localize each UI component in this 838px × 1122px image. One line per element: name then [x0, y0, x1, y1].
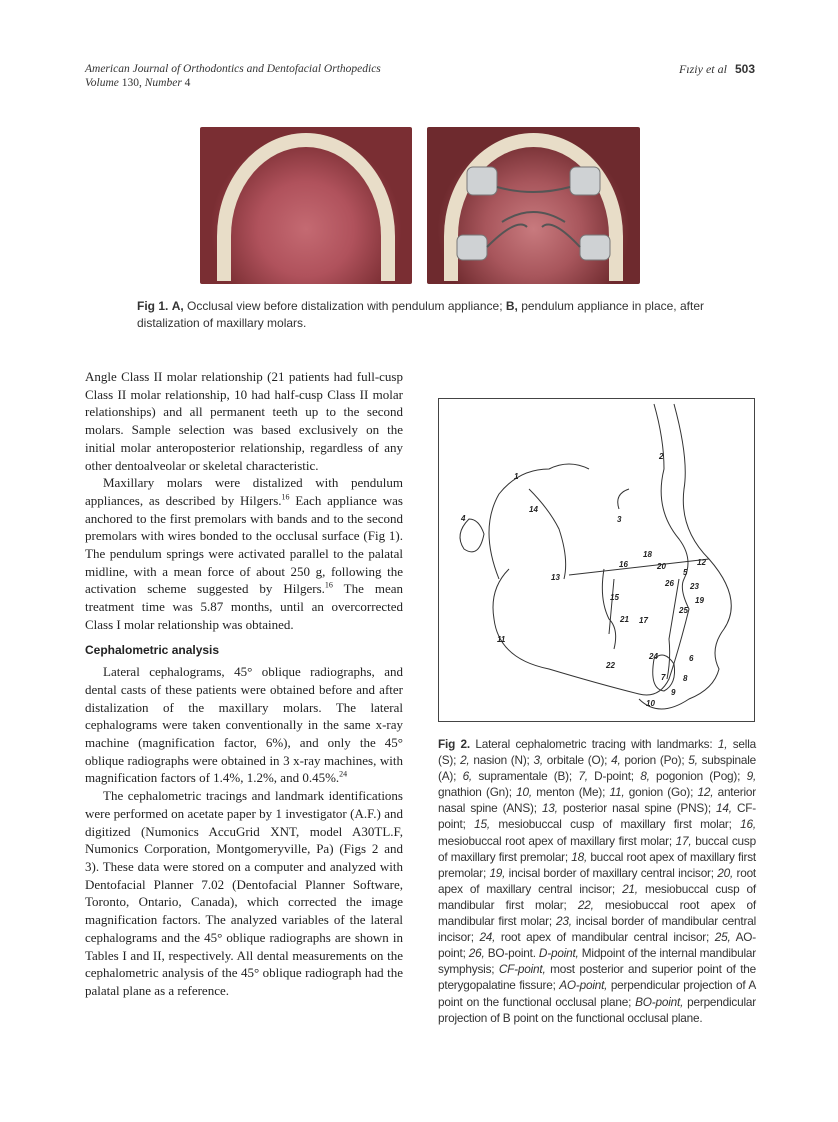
landmark-label-17: 17	[639, 616, 648, 625]
landmark-label-12: 12	[697, 558, 706, 567]
paragraph	[85, 663, 403, 787]
fig1-a: A,	[171, 299, 184, 313]
landmark-description: nasion (N);	[469, 753, 534, 768]
number: 4	[184, 77, 191, 89]
fig2-intro: Lateral cephalometric tracing with landmarks:	[469, 737, 718, 751]
landmark-label-9: 9	[671, 688, 676, 697]
fig2-label: Fig 2.	[438, 737, 470, 751]
landmark-description: subspinale (A);	[438, 753, 757, 784]
landmark-description: perpendicular projection of B point on the functional occlusal plane.	[438, 994, 756, 1025]
landmark-label-10: 10	[646, 699, 655, 708]
landmark-term: 12,	[697, 785, 714, 800]
tracing-svg	[439, 399, 754, 721]
landmark-label-5: 5	[683, 568, 688, 577]
landmark-term: 17,	[675, 833, 692, 848]
landmark-term: 7,	[578, 769, 588, 784]
landmark-term: 16,	[740, 817, 756, 832]
paragraph: The cephalometric tracings and landmark identifications were performed on acetate paper by 1 investigator (A.F.) and digitized (Numonics AccuGrid XNT, model A30TL.F, Numonics Corporation, Montgomeryville, Pa) (Figs 2 and 3). These data were stored on a computer and analyzed with Dentofacial Planner 7.02 (Dentofacial Planner Software, Toronto, Ontario, Canada), which corrected the image magnification factors. The analyzed variables of the lateral cephalograms and the 45° oblique radiographs are shown in Tables I and II, respectively. All dental measurements on the cephalometric analysis of the 45° oblique radiograph had the palatal plane as a reference.	[85, 788, 403, 998]
landmark-description: BO-point.	[484, 946, 539, 961]
landmark-term: CF-point,	[498, 962, 546, 977]
paragraph	[85, 474, 403, 633]
landmark-label-22: 22	[606, 661, 615, 670]
landmark-term: 8,	[640, 769, 650, 784]
landmark-label-19: 19	[695, 596, 704, 605]
landmark-description: anterior nasal spine (ANS);	[438, 785, 756, 816]
landmark-term: 14,	[716, 801, 732, 816]
landmark-term: 25,	[714, 930, 731, 945]
landmark-label-15: 15	[610, 593, 619, 602]
landmark-label-20: 20	[657, 562, 666, 571]
landmark-description: pogonion (Pog);	[649, 769, 747, 784]
landmark-term: 24,	[479, 930, 496, 945]
landmark-term: 18,	[571, 849, 588, 864]
landmark-term: 21,	[622, 881, 638, 896]
landmark-description: buccal root apex of maxillary first premolar;	[438, 849, 757, 880]
landmark-label-4: 4	[461, 514, 466, 523]
landmark-term: 19,	[489, 865, 506, 880]
pendulum-appliance	[427, 127, 640, 284]
landmark-term: 26,	[468, 946, 485, 961]
header-right	[679, 62, 755, 77]
landmark-description: mesiobuccal root apex of maxillary first molar;	[438, 833, 676, 848]
landmark-description: porion (Po);	[620, 753, 689, 768]
landmark-description: gnathion (Gn);	[438, 785, 517, 800]
landmark-label-6: 6	[689, 654, 694, 663]
landmark-description: buccal cusp of maxillary first premolar;	[438, 833, 756, 864]
landmark-term: 10,	[516, 785, 532, 800]
landmark-description: incisal border of mandibular central incisor;	[438, 914, 756, 945]
landmark-description: posterior nasal spine (PNS);	[557, 801, 717, 816]
landmark-label-24: 24	[649, 652, 658, 661]
landmark-label-2: 2	[659, 452, 664, 461]
landmark-label-1: 1	[514, 472, 519, 481]
landmark-description: sella (S);	[438, 737, 756, 768]
fig1-b: B,	[505, 299, 518, 313]
landmark-label-23: 23	[690, 582, 699, 591]
text: Lateral cephalograms, 45° oblique radiographs, and dental casts of these patients were obtained before and after distalization of the maxillary molars. The lateral cephalograms were taken conventionally in the same x-ray machine (magnification factor, 6%), and only the 45° oblique radiographs were obtained in 3 x-ray machines, with magnification factors of 1.4%, 1.2%, and 0.45%.	[85, 664, 403, 786]
fig1-a-text: Occlusal view before distalization with pendulum appliance;	[183, 299, 506, 313]
landmark-term: 6,	[462, 769, 473, 784]
landmark-term: 20,	[717, 865, 734, 880]
skull-outline	[493, 404, 689, 695]
fig1-caption	[137, 298, 717, 332]
landmark-label-16: 16	[619, 560, 628, 569]
landmark-description: mesiobuccal cusp of maxillary first molar;	[489, 817, 741, 832]
landmark-description: Midpoint of the internal mandibular symphysis;	[438, 946, 756, 977]
landmark-description: root apex of maxillary central incisor;	[438, 865, 757, 896]
landmark-label-3: 3	[617, 515, 622, 524]
landmark-label-21: 21	[620, 615, 629, 624]
landmark-label-8: 8	[683, 674, 688, 683]
landmark-description: orbitale (O);	[542, 753, 612, 768]
landmark-description: CF-point;	[438, 801, 756, 832]
landmark-label-14: 14	[529, 505, 538, 514]
ref: 24	[339, 770, 348, 780]
landmark-label-18: 18	[643, 550, 652, 559]
fig2-cephalometric-tracing	[438, 398, 755, 722]
landmark-description: D-point;	[587, 769, 641, 784]
landmark-description: menton (Me);	[531, 785, 610, 800]
paragraph: Angle Class II molar relationship (21 patients had full-cusp Class II molar relationship, 10 had half-cusp Class II molar relationships) and all permanent teeth up to the second molars. Sample selection was based exclusively on the initial molar anteroposterior relationship, regardless of any other dentoalveolar or skeletal characteristic.	[85, 369, 403, 473]
landmark-description: gonion (Go);	[624, 785, 698, 800]
landmark-term: 9,	[746, 769, 757, 784]
page-number: 503	[734, 62, 755, 76]
landmark-description: root apex of mandibular central incisor;	[495, 930, 715, 945]
ref: 16	[324, 581, 333, 591]
landmark-description: mesiobuccal root apex of mandibular first molar;	[438, 897, 756, 929]
landmark-term: 23,	[556, 914, 572, 929]
landmark-term: 5,	[688, 753, 698, 768]
landmark-term: 11,	[609, 785, 625, 800]
landmark-term: 22,	[577, 897, 594, 912]
fig1-label: Fig 1.	[137, 299, 169, 313]
fig2-caption	[438, 736, 756, 1026]
landmark-label-25: 25	[679, 606, 688, 615]
landmark-term: AO-point,	[559, 978, 608, 993]
volume-info	[85, 76, 381, 90]
landmark-term: BO-point,	[635, 994, 684, 1009]
landmark-label-26: 26	[665, 579, 674, 588]
text: The mean treatment time was 5.87 months, until an overcorrected Class I molar relationship was obtained.	[85, 581, 403, 632]
text: Maxillary molars were distalized with pendulum appliances, as described by Hilgers.	[85, 475, 403, 508]
fig1-b-text: pendulum appliance in place, after distalization of maxillary molars.	[137, 299, 704, 330]
fig1-photo-b	[427, 127, 640, 284]
landmark-term: 15,	[474, 817, 490, 832]
landmark-term: D-point,	[538, 946, 579, 961]
running-header	[85, 62, 381, 90]
landmark-description: mesiobuccal cusp of mandibular first molar;	[438, 881, 756, 912]
landmark-label-11: 11	[497, 635, 506, 644]
number-label: Number	[144, 77, 182, 89]
landmark-label-7: 7	[661, 673, 666, 682]
fig1-photo-a	[200, 127, 412, 284]
volume: 130,	[121, 77, 142, 89]
authors: Fıziy et al	[678, 62, 727, 76]
landmark-term: 4,	[611, 753, 621, 768]
section-heading: Cephalometric analysis	[85, 642, 220, 657]
ref: 16	[281, 492, 290, 502]
landmark-description: supramentale (B);	[472, 769, 579, 784]
landmark-term: 13,	[541, 801, 558, 816]
landmark-description: perpendicular projection of A point on the functional occlusal plane;	[438, 978, 756, 1009]
left-column	[85, 368, 403, 1000]
landmark-description: AO-point;	[438, 930, 756, 961]
landmark-term: 1,	[717, 737, 728, 751]
landmark-description: most posterior and superior point of the pterygopalatine fissure;	[438, 962, 756, 993]
journal-title: American Journal of Orthodontics and Dentofacial Orthopedics	[85, 63, 381, 75]
volume-label: Volume	[85, 77, 119, 89]
landmark-description: incisal border of maxillary central incisor;	[505, 865, 718, 880]
landmark-term: 2,	[460, 753, 470, 768]
text: Each appliance was anchored to the first premolars with bands and to the second premolars with wires bonded to the occlusal surface (Fig 1). The pendulum springs were activated parallel to the palatal midline, with a mean force of about 250 g, following the activation scheme suggested by Hilgers.	[85, 492, 403, 597]
landmark-label-13: 13	[551, 573, 560, 582]
landmark-term: 3,	[533, 753, 543, 768]
soft-tissue-profile	[639, 404, 731, 709]
